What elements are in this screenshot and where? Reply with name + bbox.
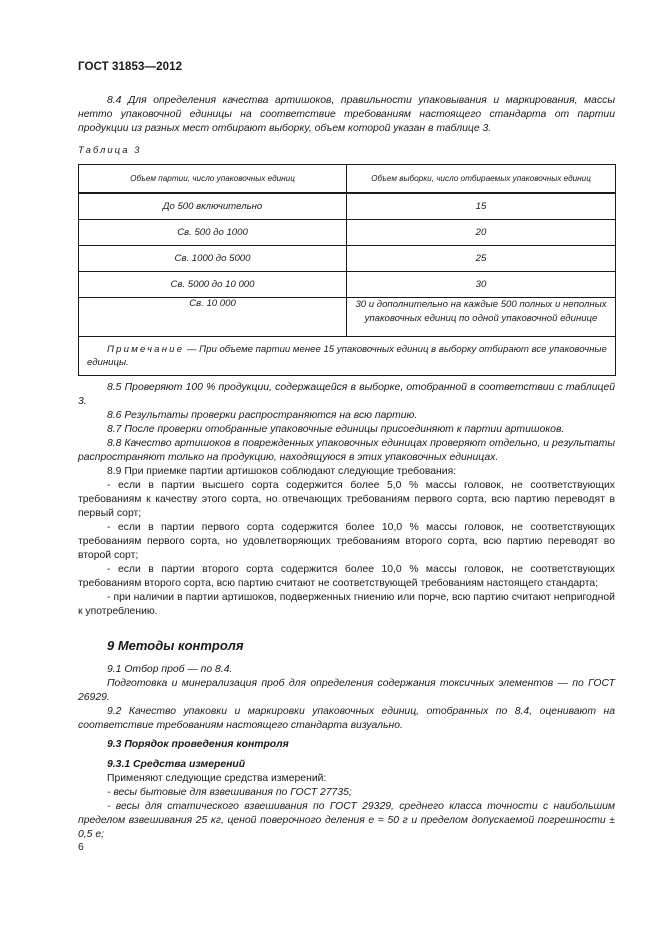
note-label: Примечание xyxy=(107,344,185,355)
paragraph-8-6: 8.6 Результаты проверки распространяются на всю партию. xyxy=(107,410,418,421)
table-row xyxy=(79,220,616,246)
paragraph-8-9: 8.9 При приемке партии артишоков соблюдают следующие требования: xyxy=(107,466,457,477)
paragraph-8-4-text: 8.4 Для определения качества артишоков, правильности упаковывания и маркирования, массы нетто упаковочной единицы на соответствие требованиям настоящего стандарта от партии продукции из разных мест отбирают выборку, объем которой указан в таблице 3. xyxy=(78,95,615,134)
apply-instruments-text: Применяют следующие средства измерений: xyxy=(107,773,327,784)
lot-size-cell: Св. 5000 до 10 000 xyxy=(79,272,347,298)
table-caption: Таблица 3 xyxy=(78,145,142,156)
table-row xyxy=(79,246,616,272)
paragraph-9-1-b: Подготовка и минерализация проб для определения содержания токсичных элементов — по ГОСТ 26929. xyxy=(78,678,615,703)
paragraph-8-4 xyxy=(78,94,615,136)
section-9-3-1 xyxy=(78,758,615,842)
section-9-3-title: 9.3 Порядок проведения контроля xyxy=(107,739,289,750)
sample-size-cell: 25 xyxy=(347,246,616,272)
table-note xyxy=(79,337,616,376)
lot-size-cell: До 500 включительно xyxy=(79,193,347,220)
sample-size-cell: 30 и дополнительно на каждые 500 полных и неполных упаковочных единиц по одной упаковочной единице xyxy=(347,298,616,337)
table-header-row xyxy=(79,165,616,194)
sample-size-cell: 30 xyxy=(347,272,616,298)
lot-size-cell: Св. 500 до 1000 xyxy=(79,220,347,246)
table-row xyxy=(79,298,616,337)
lot-size-cell: Св. 10 000 xyxy=(79,298,347,337)
paragraph-8-7: 8.7 После проверки отобранные упаковочные единицы присоединяют к партии артишоков. xyxy=(107,424,565,435)
sample-size-cell: 20 xyxy=(347,220,616,246)
section-9-title: 9 Методы контроля xyxy=(107,638,244,653)
note-text: — При объеме партии менее 15 упаковочных единиц в выборку отбирают все упаковочные единицы. xyxy=(87,344,607,368)
paragraph-8-8: 8.8 Качество артишоков в поврежденных упаковочных единицах проверяют отдельно, и результаты распространяют только на продукцию, находящуюся в этих упаковочных единицах. xyxy=(78,438,615,463)
section-9-3-1-title: 9.3.1 Средства измерений xyxy=(107,759,246,770)
lot-size-cell: Св. 1000 до 5000 xyxy=(79,246,347,272)
page-number: 6 xyxy=(78,842,84,853)
table-note-row xyxy=(79,337,616,376)
paragraph-9-2: 9.2 Качество упаковки и маркировки упаковочных единиц, отобранных по 8.4, оценивают на соответствие требованиям настоящего стандарта визуально. xyxy=(78,706,615,731)
sample-size-cell: 15 xyxy=(347,193,616,220)
col-lot-size-header: Объем партии, число упаковочных единиц xyxy=(79,165,347,194)
table-row xyxy=(79,272,616,298)
instrument-item: - весы бытовые для взвешивания по ГОСТ 27735; xyxy=(107,787,352,798)
paragraphs-8-5-to-8-9 xyxy=(78,381,615,619)
requirement-item: - если в партии второго сорта содержится более 10,0 % массы головок, не соответствующих требованиям второго сорта, всю партию считают не соответствующей требованиям настоящего стандарта; xyxy=(78,564,615,589)
paragraph-8-5: 8.5 Проверяют 100 % продукции, содержащейся в выборке, отобранной в соответствии с таблицей 3. xyxy=(78,382,615,407)
requirement-item: - если в партии высшего сорта содержится более 5,0 % массы головок, не соответствующих требованиям к качеству этого сорта, но отвечающих требованиям первого сорта, всю партию переводят в первый сорт; xyxy=(78,480,615,519)
sample-size-table xyxy=(78,164,616,376)
standard-header: ГОСТ 31853—2012 xyxy=(78,61,183,73)
instrument-item: - весы для статического взвешивания по ГОСТ 29329, среднего класса точности с наибольшим пределом взвешивания 25 кг, ценой поверочного деления е = 50 г и пределом допускаемой погрешности ± 0,5 е; xyxy=(78,801,615,840)
col-sample-size-header: Объем выборки, число отбираемых упаковочных единиц xyxy=(347,165,616,194)
paragraph-9-1: 9.1 Отбор проб — по 8.4. xyxy=(107,664,233,675)
requirement-item: - если в партии первого сорта содержится более 10,0 % массы головок, не соответствующих требованиям первого сорта, но удовлетворяющих требованиям второго сорта, всю партию переводят во второй сорт; xyxy=(78,522,615,561)
paragraphs-9-1-9-2 xyxy=(78,663,615,733)
table-row xyxy=(79,193,616,220)
requirement-item: - при наличии в партии артишоков, подверженных гниению или порче, всю партию считают непригодной к употреблению. xyxy=(78,592,615,617)
